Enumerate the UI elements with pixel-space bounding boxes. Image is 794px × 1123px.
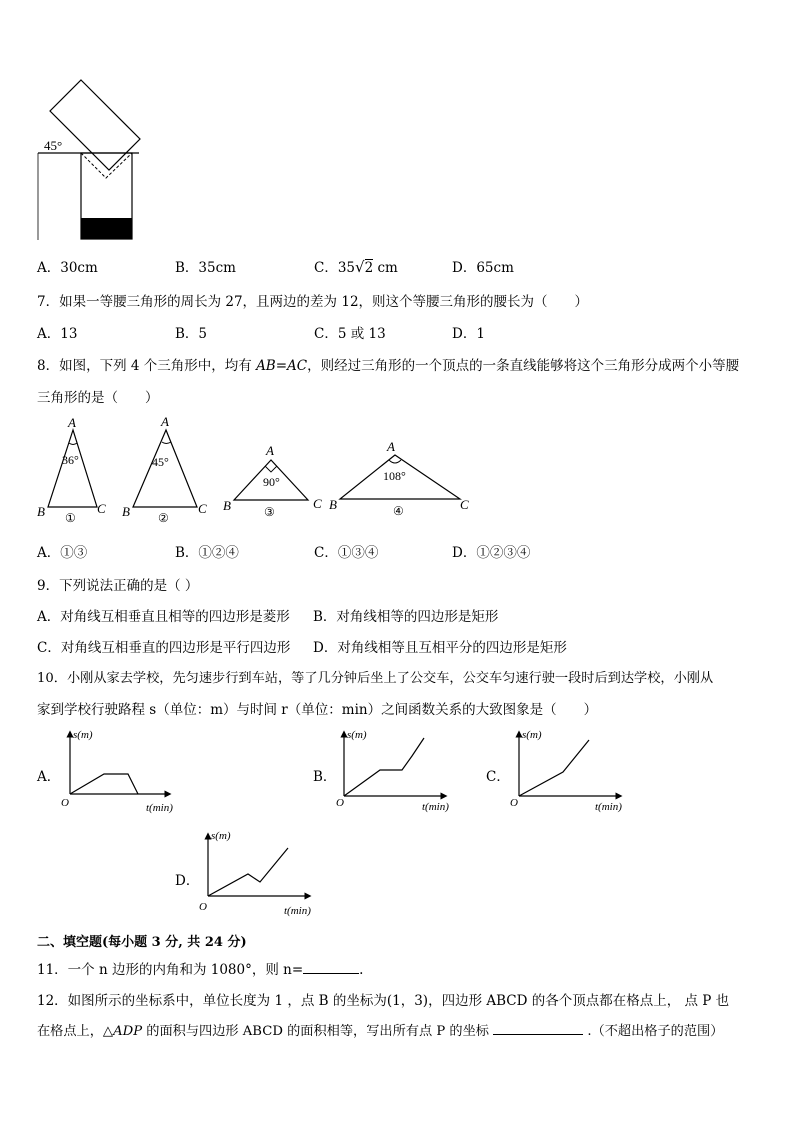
q10-stem-line1: 10．小刚从家去学校，先匀速步行到车站，等了几分钟后坐上了公交车，公交车匀速行驶一段时后到达学校，小刚从 [37,671,714,686]
section-title: 二、填空题(每小题 3 分, 共 24 分) [37,935,247,950]
q7-option-c[interactable]: C．5 或 13 [314,326,386,342]
q7-option-d[interactable]: D．1 [452,326,485,342]
q10-option-d[interactable]: D． [175,873,200,889]
q8-t4-apex: A [387,439,395,454]
ylabel: s(m) [211,830,231,842]
q9-option-c[interactable]: C．对角线互相垂直的四边形是平行四边形 [37,640,291,656]
sqrt-symbol: √ [355,258,365,276]
q8-t4-right: C [460,497,469,512]
q6-option-d[interactable]: D．65cm [452,260,514,276]
q8-option-c[interactable]: C．①③④ [314,545,379,561]
q8-angle-arc-4 [389,460,401,463]
q7-option-b[interactable]: B．5 [175,326,208,342]
curve [344,738,424,796]
q8-t2-apex: A [161,414,169,429]
ylabel: s(m) [522,729,542,741]
ylabel: s(m) [73,729,93,741]
q8-stem-line2: 三角形的是（ ） [37,390,159,406]
q8-angle-arc-1 [69,443,77,445]
q8-t1-num: ① [65,511,76,525]
q6-angle-label: 45° [44,138,63,153]
q8-t3-apex: A [266,443,274,458]
curve [70,774,138,794]
q8-option-b[interactable]: B．①②④ [175,545,239,561]
q11-answer-blank[interactable] [303,961,359,974]
q8-t3-num: ③ [264,505,275,519]
q6-black-bar [81,218,132,239]
origin: O [336,797,344,809]
curve [208,848,288,896]
q8-t2-right: C [198,501,207,516]
xlabel: t(min) [422,801,449,813]
q8-t2-left: B [122,504,130,519]
origin: O [61,797,69,809]
q8-t4-left: B [329,497,337,512]
q9-stem: 9．下列说法正确的是（ ） [37,578,199,594]
q9-option-b[interactable]: B．对角线相等的四边形是矩形 [313,609,499,625]
q8-t4-angle: 108° [383,469,406,483]
curve [519,740,589,796]
q9-option-d[interactable]: D．对角线相等且互相平分的四边形是矩形 [313,640,567,656]
q10-option-a[interactable]: A． [37,769,61,785]
q7-option-a[interactable]: A．13 [37,326,78,342]
xlabel: t(min) [146,802,173,814]
q8-angle-arc-2 [162,442,171,444]
q8-t3-left: B [223,498,231,513]
q7-stem: 7．如果一等腰三角形的周长为 27，且两边的差为 12，则这个等腰三角形的腰长为（ ） [37,294,589,310]
q10-graph-c[interactable] [507,726,637,816]
q8-t2-angle: 45° [152,455,169,469]
q10-graph-a[interactable] [58,728,188,818]
q8-t1-angle: 36° [62,453,79,467]
q8-t3-angle: 90° [263,475,280,489]
q8-stem-line1: 8．如图，下列 4 个三角形中，均有 AB=AC，则经过三角形的一个顶点的一条直线能够将这个三角形分成两个小等腰 [37,358,740,374]
q8-t1-left: B [37,504,45,519]
q12-line2: 在格点上，△ADP 的面积与四边形 ABCD 的面积相等，写出所有点 P 的坐标 .（不超出格子的范围） [37,1024,724,1039]
q8-option-d[interactable]: D．①②③④ [452,545,531,561]
q8-t2-num: ② [158,511,169,525]
q8-option-a[interactable]: A．①③ [37,545,88,561]
q9-option-a[interactable]: A．对角线互相垂直且相等的四边形是菱形 [37,609,290,625]
q8-t3-right: C [313,496,322,511]
q8-triangle-1 [48,430,97,507]
q6-dashed-corner [81,153,132,178]
ylabel: s(m) [347,729,367,741]
q10-option-c[interactable]: C． [486,769,510,785]
q10-stem-line2: 家到学校行驶路程 s（单位：m）与时间 r（单位：min）之间函数关系的大致图象是（ ） [37,702,598,718]
q6-tilted-rectangle [50,80,140,170]
q11-stem: 11．一个 n 边形的内角和为 1080°，则 n= . [37,962,364,978]
q8-right-angle-mark [265,466,277,472]
q8-t4-num: ④ [393,504,404,518]
q6-option-c[interactable]: C．35√2 cm [314,258,398,276]
origin: O [199,901,207,913]
q6-option-b[interactable]: B．35cm [175,260,236,276]
q12-line1: 12．如图所示的坐标系中，单位长度为 1 ，点 B 的坐标为(1，3)，四边形 ABCD 的各个顶点都在格点上， 点 P 也 [37,993,730,1009]
q10-graph-d[interactable] [196,830,326,920]
q8-t1-apex: A [68,415,76,430]
q10-graph-b[interactable] [332,726,462,816]
xlabel: t(min) [595,801,622,813]
xlabel: t(min) [284,905,311,917]
q12-answer-blank[interactable] [493,1022,583,1035]
q8-t1-right: C [97,501,106,516]
q6-option-a[interactable]: A．30cm [37,260,98,276]
q10-option-b[interactable]: B． [313,769,337,785]
q6-figure [36,80,146,245]
origin: O [510,797,518,809]
q8-triangles-figure [30,412,480,527]
